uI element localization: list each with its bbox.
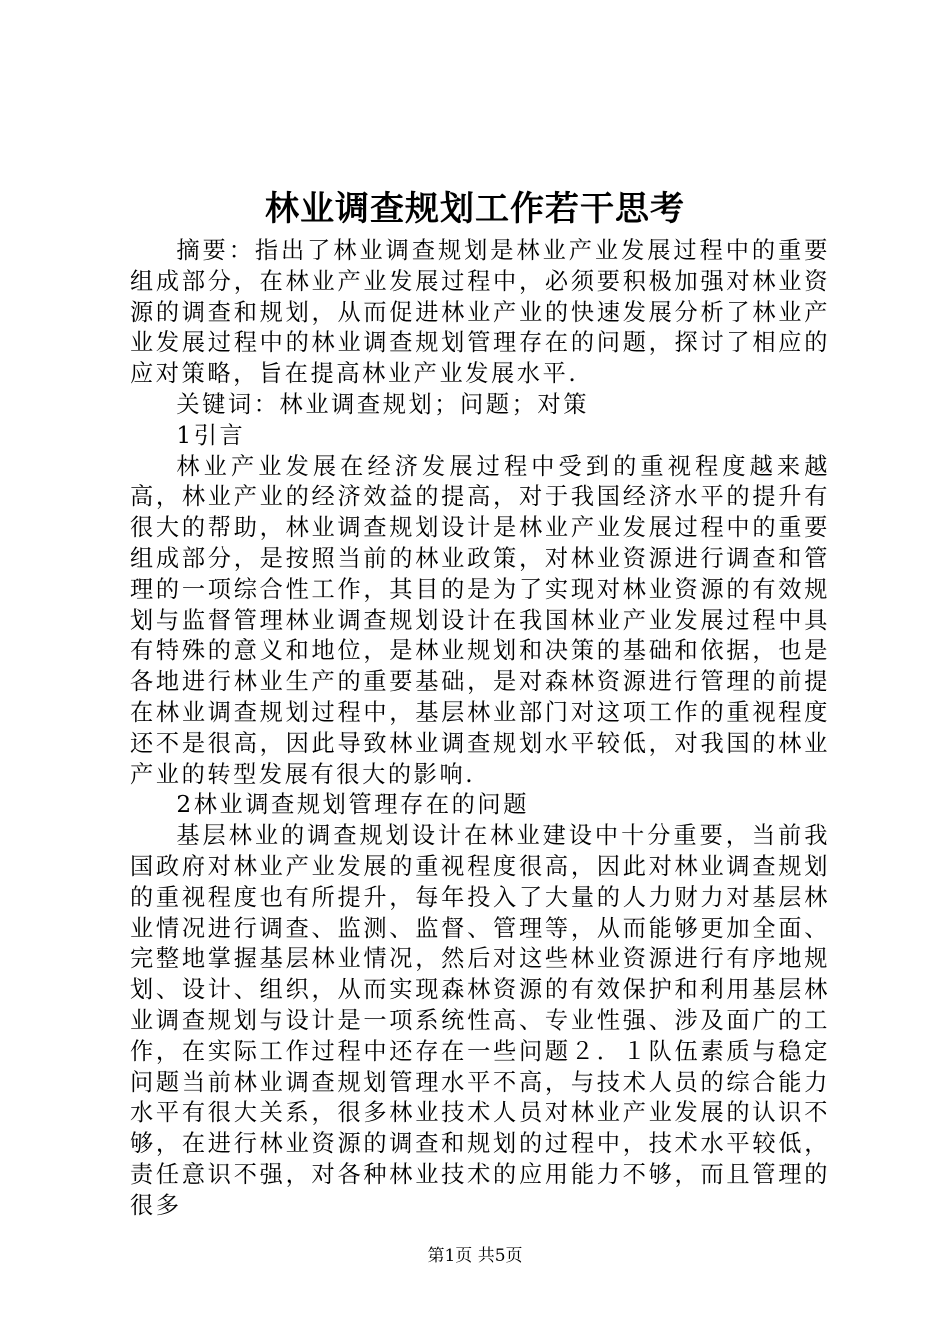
problems-paragraph: 基层林业的调查规划设计在林业建设中十分重要，当前我国政府对林业产业发展的重视程度很高，因此对林业调查规划的重视程度也有所提升，每年投入了大量的人力财力对基层林业情况进行调查、监测、监督、管理等，从而能够更加全面、完整地掌握基层林业情况，然后对这些林业资源进行有序地规划、设计、组织，从而实现森林资源的有效保护和利用基层林业调查规划与设计是一项系统性高、专业性强、涉及面广的工作，在实际工作过程中还存在一些问题２．１队伍素质与稳定问题当前林业调查规划管理水平不高，与技术人员的综合能力水平有很大关系，很多林业技术人员对林业产业发展的认识不够，在进行林业资源的调查和规划的过程中，技术水平较低，责任意识不强，对各种林业技术的应用能力不够，而且管理的很多 <box>130 822 830 1219</box>
document-body <box>130 236 830 1222</box>
section-heading-introduction: 1引言 <box>176 421 246 449</box>
introduction-paragraph: 林业产业发展在经济发展过程中受到的重视程度越来越高，林业产业的经济效益的提高，对于我国经济水平的提升有很大的帮助，林业调查规划设计是林业产业发展过程中的重要组成部分，是按照当前的林业政策，对林业资源进行调查和管理的一项综合性工作，其目的是为了实现对林业资源的有效规划与监督管理林业调查规划设计在我国林业产业发展过程中具有特殊的意义和地位，是林业规划和决策的基础和依据，也是各地进行林业生产的重要基础，是对森林资源进行管理的前提在林业调查规划过程中，基层林业部门对这项工作的重视程度还不是很高，因此导致林业调查规划水平较低，对我国的林业产业的转型发展有很大的影响. <box>130 452 830 788</box>
document-title: 林业调查规划工作若干思考 <box>265 189 685 229</box>
keywords-paragraph: 关键词：林业调查规划；问题；对策 <box>176 390 589 418</box>
page-number-footer: 第1页 共5页 <box>427 1246 523 1266</box>
abstract-paragraph: 摘要：指出了林业调查规划是林业产业发展过程中的重要组成部分，在林业产业发展过程中，必须要积极加强对林业资源的调查和规划，从而促进林业产业的快速发展分析了林业产业发展过程中的林业调查规划管理存在的问题，探讨了相应的应对策略，旨在提高林业产业发展水平. <box>130 237 830 388</box>
section-heading-problems: 2林业调查规划管理存在的问题 <box>176 791 529 819</box>
